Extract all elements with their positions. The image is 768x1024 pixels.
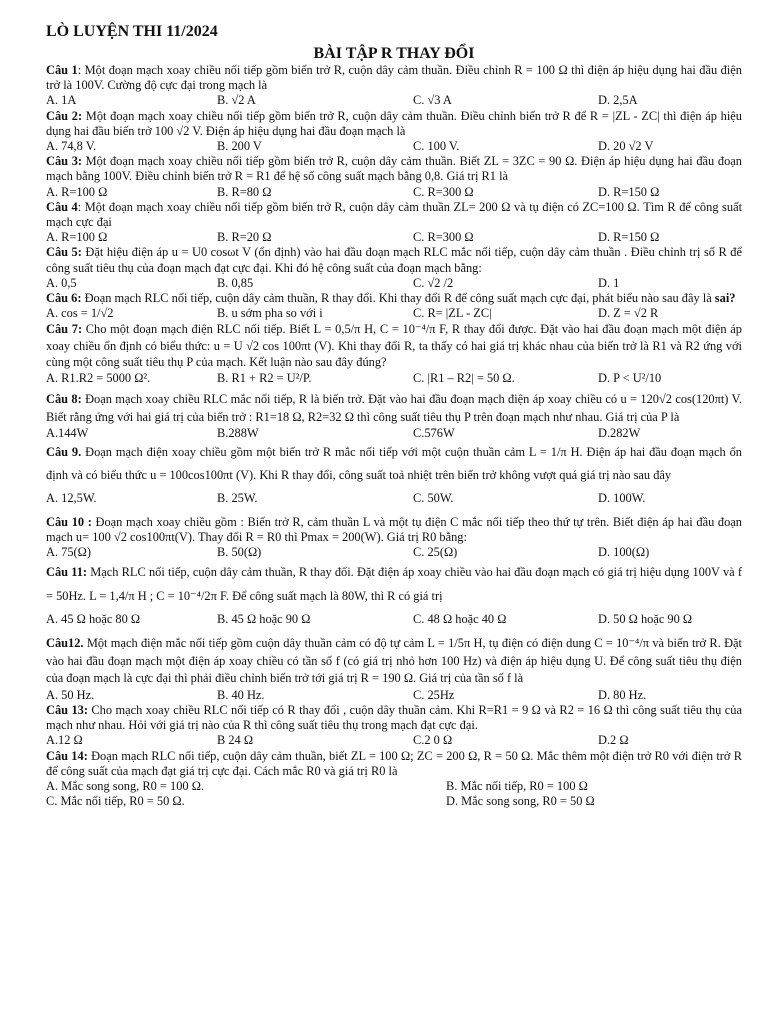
question-label: Câu 2: [46,108,83,123]
option-c: C. R= |ZL - ZC| [413,306,492,321]
question-13-options [46,733,742,748]
option-c: C. R=300 Ω [413,230,474,245]
option-c: C. √3 A [413,93,452,108]
question-2-options [46,139,742,154]
option-d: D. 1 [598,275,620,290]
question-text: : Một đoạn mạch xoay chiều nối tiếp gồm biến trở R, cuộn dây cảm thuần ZL= 200 Ω và tụ điện có ZC=100 Ω. Tìm R để công suất mạch cực đại [46,199,743,230]
question-2 [46,109,742,139]
question-12 [46,635,742,688]
option-d: D. R=150 Ω [598,184,660,199]
option-b: B 24 Ω [217,733,254,748]
question-text: Đoạn mạch xoay chiều RLC mắc nối tiếp, R là biến trở. Đặt vào hai đầu đoạn mạch điện áp xoay chiều có u = 120√2 cos(120πt) V. Biết rằng ứng với hai giá trị của biến trở : R1=18 Ω, R2=32 Ω thì công suất tiêu thụ P trên đoạn mạch như nhau. Giá trị của P là [46,392,742,425]
question-4 [46,200,742,230]
option-c: C. |R1 – R2| = 50 Ω. [413,370,515,385]
option-d: D. 80 Hz. [598,687,647,702]
option-d: D. 2,5A [598,93,638,108]
question-1 [46,63,742,93]
question-label: Câu 5: [46,245,82,260]
option-b: B.288W [217,426,259,441]
question-10 [46,515,742,545]
question-emphasis: sai? [714,291,736,306]
question-label: Câu 6: [46,291,82,306]
question-label: Câu 10 : [46,514,92,529]
question-12-options [46,688,742,703]
option-c: C.2 0 Ω [413,733,453,748]
question-5 [46,245,742,275]
option-b: B. 40 Hz. [217,687,265,702]
question-label: Câu 14: [46,748,88,763]
option-d: D. 100(Ω) [598,544,650,559]
option-b: B. R=80 Ω [217,184,272,199]
option-b: B. 45 Ω hoặc 90 Ω [217,612,311,627]
option-a: A. cos = 1/√2 [46,306,114,321]
option-a: A.12 Ω [46,733,83,748]
option-b: B. 25W. [217,491,258,506]
option-d: D. R=150 Ω [598,230,660,245]
document-title: BÀI TẬP R THAY ĐỔI [313,45,475,62]
question-text: Đoạn mạch RLC nối tiếp, cuộn dây cảm thuần, biết ZL = 100 Ω; ZC = 200 Ω, R = 50 Ω. Mắc thêm một điện trở R0 với điện trở R để công suất của mạch đạt giá trị cực đại. Cách mắc R0 và giá trị R0 là [46,748,742,778]
option-c: C. √2 /2 [413,275,454,290]
option-c: C. Mắc nối tiếp, R0 = 50 Ω. [46,794,185,809]
option-a: A. R=100 Ω [46,230,108,245]
question-label: Câu 3: [46,154,83,169]
question-6-options [46,306,742,321]
question-11 [46,560,742,608]
question-text: Đoạn mạch điện xoay chiều gồm một biến trở R mắc nối tiếp với một cuộn thuần cảm L = 1/π H. Điện áp hai đầu đoạn mạch ổn định và có biểu thức u = 100cos100πt (V). Khi R thay đổi, công suất toả nhiệt trên biến trở không vượt quá giá trị nào sau đây [46,445,742,483]
option-d: D.282W [598,426,641,441]
question-8-options [46,426,742,441]
question-label: Câu 8: [46,392,82,407]
question-text: Đoạn mạch RLC nối tiếp, cuộn dây cảm thuần, R thay đổi. Khi thay đổi R để công suất mạch cực đại, phát biểu nào sau đây là [81,291,715,306]
question-7-options [46,371,742,386]
option-d: D. 100W. [598,491,646,506]
option-a: A. R=100 Ω [46,184,108,199]
option-b: B. u sớm pha so với i [217,306,323,321]
question-5-options [46,276,742,291]
question-text: : Một đoạn mạch xoay chiều nối tiếp gồm biến trở R, cuộn dây cảm thuần. Điều chỉnh R = 100 Ω thì điện áp hiệu dụng hai đầu điện trở là 100V. Cường độ cực đại trong mạch là [46,63,742,93]
option-b: B. R1 + R2 = U²/P. [217,370,312,385]
option-a: A. 12,5W. [46,491,97,506]
question-6 [46,291,742,306]
question-7 [46,321,742,371]
question-10-options [46,545,742,560]
option-c: C. 50W. [413,491,454,506]
question-text: Đoạn mạch xoay chiều gồm : Biến trở R, cảm thuần L và một tụ điện C mắc nối tiếp theo thứ tự trên. Biết điện áp hai đầu đoạn mạch u= 100 √2 cos100πt(V). Thay đổi R = R0 thì Pmax = 200(W). Giá trị R0 bằng: [46,514,743,544]
question-text: Cho một đoạn mạch điện RLC nối tiếp. Biết L = 0,5/π H, C = 10⁻⁴/π F, R thay đổi được. Đặt vào hai đầu đoạn mạch một điện áp xoay chiều ổn định có biểu thức: u = U √2 cos 100πt (V). Khi thay đổi R, ta thấy có hai giá trị khác nhau của biến trở là R1 và R2 ứng với cùng một công suất tiêu thụ P của mạch. Kết luận nào sau đây đúng? [46,322,742,370]
option-b: B. 200 V [217,139,262,154]
question-label: Câu 11: [46,565,88,580]
option-d: D. Z = √2 R [598,306,659,321]
option-c: C. 48 Ω hoặc 40 Ω [413,612,507,627]
option-c: C. R=300 Ω [413,184,474,199]
option-d: D. 20 √2 V [598,139,654,154]
question-8 [46,390,742,426]
option-c: C. 100 V. [413,139,460,154]
question-label: Câu 13: [46,703,88,718]
question-label: Câu 1 [46,63,78,77]
option-c: C. 25Hz [413,687,455,702]
question-9-options [46,491,742,506]
option-c: C. 25(Ω) [413,544,458,559]
option-a: A. R1.R2 = 5000 Ω². [46,370,151,385]
question-text: Một đoạn mạch xoay chiều nối tiếp gồm biến trở R, cuộn dây cảm thuần. Biết ZL = 3ZC = 90 Ω. Điện áp hiệu dụng hai đầu đoạn mạch bằng 100V. Điều chỉnh biến trở R = R1 để hệ số công suất mạch bằng 0,8. Giá trị R1 là [46,154,742,184]
question-4-options [46,230,742,245]
question-text: Cho mạch xoay chiều RLC nối tiếp có R thay đổi , cuộn dây thuần cảm. Khi R=R1 = 9 Ω và R2 = 16 Ω thì công suất tiêu thụ của mạch như nhau. Hỏi với giá trị nào của R thì công suất tiêu thụ trong mạch đạt cực đại. [46,703,742,733]
question-text: Một đoạn mạch xoay chiều nối tiếp gồm biến trở R, cuộn dây cảm thuần. Điều chỉnh biến trở R để R = |ZL - ZC| thì điện áp hiệu dụng hai đầu biến trở 100 √2 V. Điện áp hiệu dụng hai đầu đoạn mạch là [46,108,742,138]
question-3-options [46,185,742,200]
option-b: B. 50(Ω) [217,544,262,559]
question-14 [46,749,742,779]
question-3 [46,154,742,184]
option-a: A. 74,8 V. [46,139,97,154]
question-text: Mạch RLC nối tiếp, cuộn dây cảm thuần, R thay đổi. Đặt điện áp xoay chiều vào hai đầu đoạn mạch có giá trị hiệu dụng 100V và f = 50Hz. L = 1,4/π H ; C = 10⁻⁴/2π F. Để công suất mạch là 80W, thì R có giá trị [46,565,742,604]
question-label: Câu 7: [46,322,83,337]
option-d: D. P < U²/10 [598,370,662,385]
option-a: A. 0,5 [46,275,77,290]
option-a: A. 45 Ω hoặc 80 Ω [46,612,141,627]
option-d: D. Mắc song song, R0 = 50 Ω [446,794,595,809]
option-b: B. 0,85 [217,275,254,290]
option-b: B. Mắc nối tiếp, R0 = 100 Ω [446,779,588,794]
question-label: Câu 4 [46,199,78,214]
question-9 [46,441,742,487]
question-11-options [46,612,742,627]
option-a: A. Mắc song song, R0 = 100 Ω. [46,779,204,794]
option-a: A. 50 Hz. [46,687,95,702]
option-a: A.144W [46,426,89,441]
question-13 [46,703,742,733]
option-a: A. 75(Ω) [46,544,91,559]
option-b: B. R=20 Ω [217,230,272,245]
option-a: A. 1A [46,93,77,108]
option-d: D.2 Ω [598,733,629,748]
question-label: Câu 9. [46,445,82,460]
option-b: B. √2 A [217,93,256,108]
header-title: LÒ LUYỆN THI 11/2024 [46,23,218,40]
question-label: Câu12. [46,636,84,651]
question-14-options [46,779,742,809]
question-text: Một mạch điện mắc nối tiếp gồm cuộn dây thuần cảm có độ tự cảm L = 1/5π H, tụ điện có điện dung C = 10⁻⁴/π và biến trở R. Đặt vào hai đầu đoạn mạch một điện áp xoay chiều có tần số f (có giá trị nhỏ hơn 100 Hz) và điện áp hiệu dụng U. Để công suất tiêu thụ điện của đoạn mạch là cực đại thì phải điều chỉnh biến trở tới giá trị R = 190 Ω. Giá trị của tần số f là [46,636,742,686]
question-1-options [46,93,742,108]
question-text: Đặt hiệu điện áp u = U0 cosωt V (ổn định) vào hai đầu đoạn mạch RLC mắc nối tiếp, cuộn dây cảm thuần . Điều chỉnh trị số R để công suất tiêu thụ của đoạn mạch đạt cực đại. Khi đó hệ công suất của đoạn mạch bằng: [46,245,742,275]
option-c: C.576W [413,426,455,441]
option-d: D. 50 Ω hoặc 90 Ω [598,612,693,627]
